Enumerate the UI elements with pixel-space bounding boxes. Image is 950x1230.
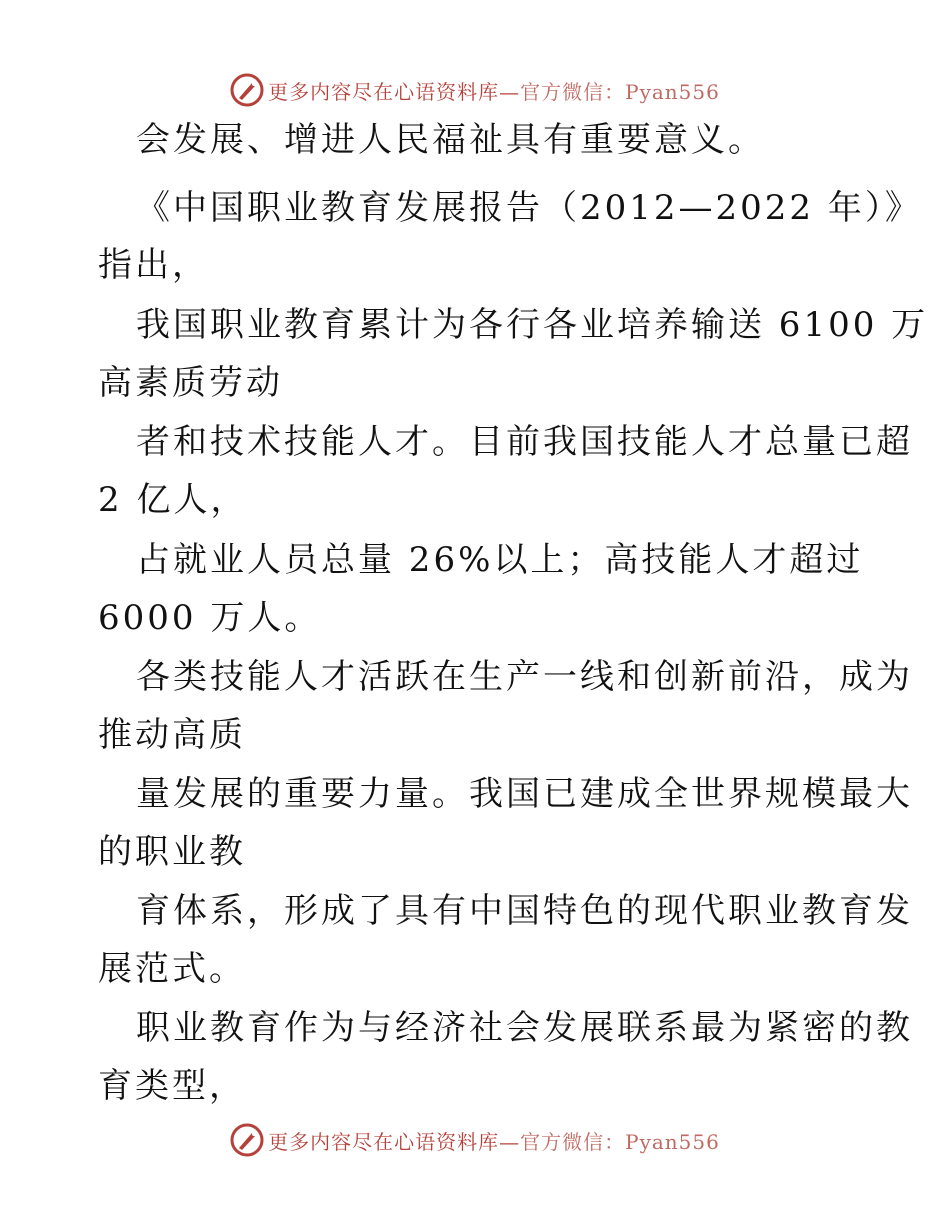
header-banner-text: 更多内容尽在心语资料库— <box>268 79 521 104</box>
paragraph-line: 6000 万人。 <box>98 598 322 638</box>
paragraph-line: 《中国职业教育发展报告（2012—2022 年）》 <box>136 188 922 228</box>
paragraph-line: 者和技术技能人才。目前我国技能人才总量已超 <box>136 422 913 462</box>
header-watermark-banner <box>0 70 950 110</box>
paragraph-line: 育类型， <box>98 1066 246 1106</box>
paragraph-line: 各类技能人才活跃在生产一线和创新前沿，成为 <box>136 657 913 697</box>
paragraph-line: 推动高质 <box>98 715 246 755</box>
paragraph-line: 展范式。 <box>98 949 246 989</box>
paragraph-line: 会发展、增进人民福祉具有重要意义。 <box>136 120 765 160</box>
paragraph-line: 占就业人员总量 26%以上；高技能人才超过 <box>136 540 864 580</box>
paragraph-line: 2 亿人， <box>98 480 248 520</box>
paragraph-line: 职业教育作为与经济社会发展联系最为紧密的教 <box>136 1008 913 1048</box>
paragraph-line: 育体系，形成了具有中国特色的现代职业教育发 <box>136 891 913 931</box>
pen-logo-icon <box>230 73 264 107</box>
pen-logo-icon <box>230 1123 264 1157</box>
paragraph-line: 高素质劳动 <box>98 363 283 403</box>
paragraph-line: 的职业教 <box>98 832 246 872</box>
footer-watermark-banner <box>0 1120 950 1160</box>
footer-banner-text: 更多内容尽在心语资料库— <box>268 1129 521 1154</box>
header-banner-wechat: 官方微信：Pyan556 <box>520 79 720 104</box>
footer-banner-wechat: 官方微信：Pyan556 <box>520 1129 720 1154</box>
paragraph-line: 我国职业教育累计为各行各业培养输送 6100 万 <box>136 305 929 345</box>
paragraph-line: 量发展的重要力量。我国已建成全世界规模最大 <box>136 774 913 814</box>
paragraph-line: 指出， <box>98 245 209 285</box>
